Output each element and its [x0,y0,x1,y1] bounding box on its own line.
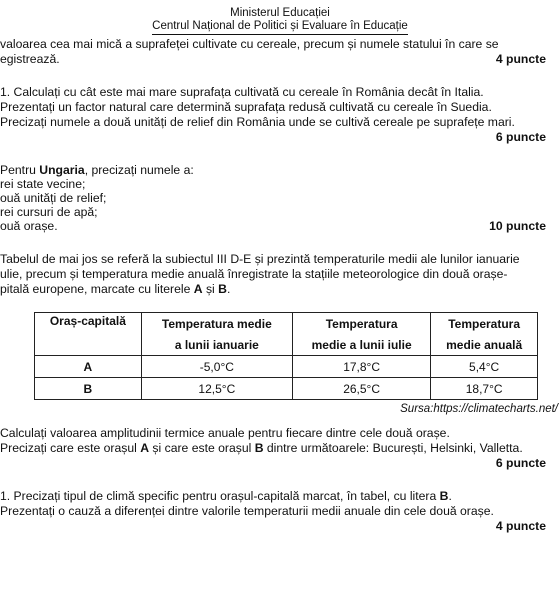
city-letter: B [218,282,227,296]
july-cell: 17,8°C [292,356,430,378]
list-item: ouă unități de relief; [0,191,107,205]
annual-cell: 18,7°C [431,378,538,400]
city-letter: A [140,441,150,455]
ministry-name: Ministerul Educației [230,7,330,19]
city-letter: A [193,282,203,296]
text-line [0,441,550,456]
table-header-row [35,313,538,335]
city-cell: A [35,356,142,378]
text-line: ulie, precum și temperatura medie anuală înregistrate la stațiile meteorologice din două orașe- [0,267,508,281]
january-cell: -5,0°C [141,356,292,378]
list-item: rei state vecine; [0,177,86,191]
table-row [35,378,538,400]
document-header [0,0,560,35]
annual-cell: 5,4°C [431,356,538,378]
text-line: Prezentați un factor natural care determină suprafața redusă cultivată cu cereale în Suedia. [0,100,492,114]
text-line: 1. Calculați cu cât este mai mare suprafața cultivată cu cereale în România decât în Italia. [0,85,484,99]
text-line-part: dintre următoarele: București, Helsinki, Valletta. [263,441,523,455]
column-header-city: Oraș-capitală [35,313,142,356]
column-header-january: Temperatura medie [141,313,292,335]
city-letter: B [254,441,264,455]
column-header-january-2: a lunii ianuarie [141,334,292,356]
column-header-july: Temperatura [292,313,430,335]
text-line: Calculați valoarea amplitudinii termice anuale pentru fiecare dintre cele două orașe. [0,426,450,440]
july-cell: 26,5°C [292,378,430,400]
city-letter: B [439,489,449,503]
text-line [0,489,550,504]
list-item: rei cursuri de apă; [0,205,98,219]
text-line-part: Precizați care este orașul [0,441,141,455]
column-header-annual: Temperatura [431,313,538,335]
text-line-part: , precizați numele a: [84,163,194,177]
text-line-part: pitală europene, marcate cu literele [0,282,194,296]
points-label: 6 puncte [495,456,546,470]
text-line-part: . [448,489,452,503]
text-line-part: egistrează. [0,52,60,66]
text-line-part: . [226,282,231,296]
text-line-part: Pentru [0,163,40,177]
country-name: Ungaria [39,163,85,177]
text-line: Tabelul de mai jos se referă la subiectul III D-E și prezintă temperaturile medii ale lunilor ianuarie [0,252,520,266]
text-line-part: 1. Precizați tipul de climă specific pentru orașul-capitală marcat, în tabel, cu litera [0,489,440,503]
city-cell: B [35,378,142,400]
points-label: 4 puncte [495,52,546,66]
text-line: Precizați numele a două unități de relief din România unde se cultivă cereale pe suprafețe mari. [0,115,515,129]
text-line: Prezentați o cauză a diferenței dintre valorile temperaturii medii anuale din cele două orașe. [0,504,494,518]
text-line [0,52,550,67]
text-line-part: și [202,282,219,296]
points-label: 6 puncte [495,130,546,144]
temperature-table [34,312,538,400]
text-line [0,163,550,178]
text-line-part: și care este orașul [149,441,255,455]
text-line: valoarea cea mai mică a suprafeței cultivate cu cereale, precum și numele statului în care se [0,37,499,51]
points-label: 10 puncte [489,219,546,233]
table-row [35,356,538,378]
source-note: Sursa:https://climatecharts.net/ [400,403,558,415]
january-cell: 12,5°C [141,378,292,400]
center-name: Centrul Național de Politici și Evaluare în Educație [152,20,408,35]
list-item: ouă orașe. [0,219,58,233]
column-header-annual-2: medie anuală [431,334,538,356]
points-label: 4 puncte [495,519,546,533]
column-header-july-2: medie a lunii iulie [292,334,430,356]
text-line [0,282,550,297]
